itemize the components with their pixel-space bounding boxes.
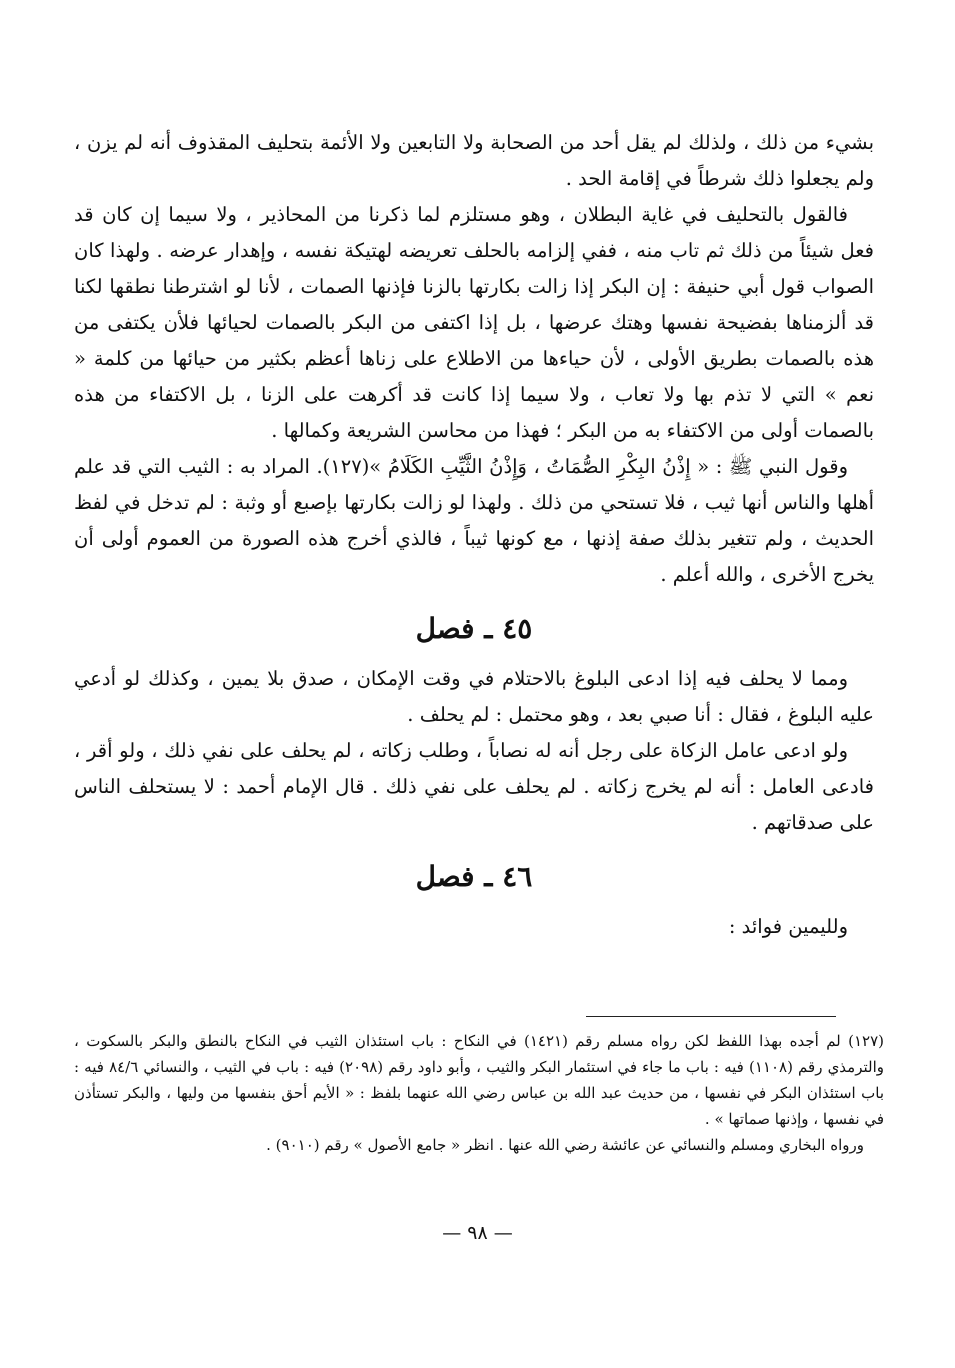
footnote-separator xyxy=(586,1016,836,1017)
page-number-dash-left: — xyxy=(493,1222,513,1244)
paragraph-4: ومما لا يحلف فيه إذا ادعى البلوغ بالاحتلام في وقت الإمكان ، صدق بلا يمين ، وكذلك لو أدعي عليه البلوغ ، فقال : أنا صبي بعد ، وهو محتمل : لم يحلف . xyxy=(74,667,874,726)
page-number-value: ٩٨ xyxy=(467,1222,488,1244)
section-heading-45: ٤٥ ـ فصل xyxy=(415,612,533,645)
paragraph-5: ولو ادعى عامل الزكاة على رجل أنه له نصاباً ، وطلب زكاته ، لم يحلف على نفي ذلك ، ولو أقر ، فادعى العامل : أنه لم يخرج زكاته . لم يحلف على نفي ذلك . قال الإمام أحمد : لا يستحلف الناس على صدقاتهم . xyxy=(74,739,874,834)
page-number-dash-right: — xyxy=(442,1222,462,1244)
footnote-127: (١٢٧) لم أجده بهذا اللفظ لكن رواه مسلم رقم (١٤٢١) في النكاح : باب استئذان الثيب في النكاح بالنطق والبكر بالسكوت ، والترمذي رقم (١١٠٨) فيه : باب ما جاء في استئمار البكر والثيب ، وأبو داود رقم (٢٠٩٨) فيه : باب في الثيب ، والنسائي ٨٤/٦ فيه : باب استئذان البكر في نفسها ، من حديث عبد الله بن عباس رضي الله عنهما بلفظ : « الأيم أحق بنفسها من وليها ، والبكر تستأذن في نفسها ، وإذنها صماتها » . xyxy=(74,1032,885,1128)
main-text xyxy=(74,125,874,945)
paragraph-1: بشيء من ذلك ، ولذلك لم يقل أحد من الصحابة ولا التابعين ولا الأئمة بتحليف المقذوف أنه لم يزن ، ولم يجعلوا ذلك شرطاً في إقامة الحد . xyxy=(74,131,874,190)
page-number xyxy=(0,1222,955,1244)
section-heading-46: ٤٦ ـ فصل xyxy=(415,860,533,893)
footnote-127-continued: ورواه البخاري ومسلم والنسائي عن عائشة رضي الله عنها . انظر « جامع الأصول » رقم (٩٠١٠) . xyxy=(266,1136,864,1154)
footnotes xyxy=(74,1028,884,1158)
paragraph-6: ولليمين فوائد : xyxy=(728,915,848,938)
paragraph-2: فالقول بالتحليف في غاية البطلان ، وهو مستلزم لما ذكرنا من المحاذير ، ولا سيما إن كان قد فعل شيئاً من ذلك ثم تاب منه ، ففي إلزامه بالحلف تعريضه لهتيكة نفسه ، وإهدار عرضه . ولهذا كان الصواب قول أبي حنيفة : إن البكر إذا زالت بكارتها بالزنا فإذنها الصمات ، لأنا لو اشترطنا نطقها لكنا قد ألزمناها بفضيحة نفسها وهتك عرضها ، بل إذا اكتفى من البكر بالصمات لحيائها فلأن يكتفى من هذه بالصمات بطريق الأولى ، لأن حياءها من الاطلاع على زناها أعظم بكثير من حيائها من كلمة « نعم » التي لا تذم بها ولا تعاب ، ولا سيما إذا كانت قد أكرهت على الزنا ، بل الاكتفاء من هذه بالصمات أولى من الاكتفاء به من البكر ؛ فهذا من محاسن الشريعة وكمالها . xyxy=(74,203,874,442)
paragraph-3: وقول النبي ﷺ : « إِذْنُ البِكْرِ الصُّمَاتُ ، وَإِذْنُ الثَّيِّبِ الكَلَامُ »(١٢٧). المراد به : الثيب التي قد علم أهلها والناس أنها ثيب ، فلا تستحي من ذلك . ولهذا لو زالت بكارتها بإصبع أو وثبة : لم تدخل في لفظ الحديث ، ولم تتغير بذلك صفة إذنها ، مع كونها ثيباً ، فالذي أخرج هذه الصورة من العموم أولى أن يخرج الأخرى ، والله أعلم . xyxy=(74,455,874,586)
